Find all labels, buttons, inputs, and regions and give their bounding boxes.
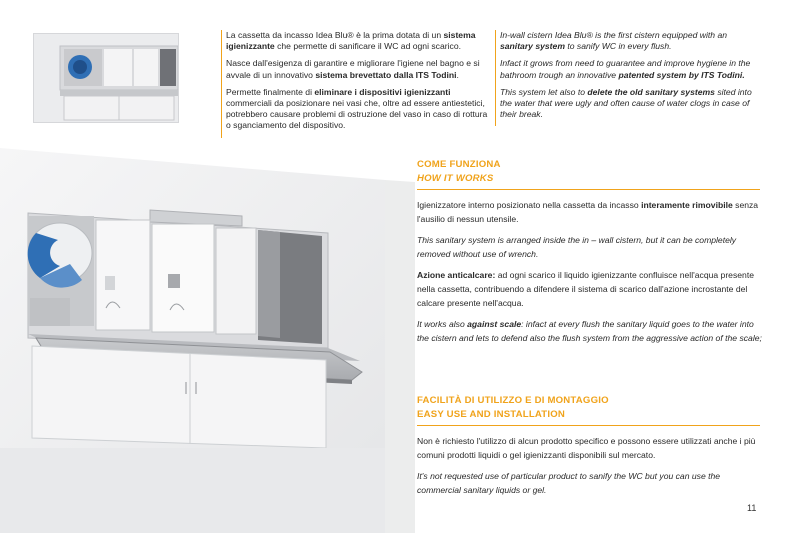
intro-it-paragraph-2: Nasce dall'esigenza di garantire e migliorare l'igiene nel bagno e si avvale di un innovativo sistema brevettato dalla ITS Todini. <box>226 58 480 80</box>
how-it-works-paragraph-2: This sanitary system is arranged inside the in – wall cistern, but it can be completely removed without use of wrench. <box>417 235 737 259</box>
cistern-hero-illustration <box>0 148 415 533</box>
easy-use-heading-en: EASY USE AND INSTALLATION <box>417 409 566 420</box>
easy-use-heading-it: FACILITÀ DI UTILIZZO E DI MONTAGGIO <box>417 395 609 406</box>
how-it-works-heading-it: COME FUNZIONA <box>417 159 501 170</box>
how-it-works-paragraph-3: Azione anticalcare: ad ogni scarico il liquido igienizzante confluisce nell'acqua presente nella cassetta, contribuendo a difendere il sistema di scarico dall'azione incrostante del calcare presente nell'acqua. <box>417 270 754 308</box>
section-divider <box>417 425 760 426</box>
cistern-thumbnail-illustration <box>34 34 179 123</box>
how-it-works-paragraph-4: It works also against scale: infact at every flush the sanitary liquid goes to the water into the cistern and lets to defend also the flush system from the aggressive action of the scale; <box>417 319 762 343</box>
easy-use-paragraph-2: It's not requested use of particular product to sanify the WC but you can use the commercial sanitary liquids or gel. <box>417 471 721 495</box>
intro-en-paragraph-2: Infact it grows from need to guarantee and improve hygiene in the bathroom trough an innovative patented system by ITS Todini. <box>500 58 751 80</box>
how-it-works-heading-en: HOW IT WORKS <box>417 173 494 184</box>
easy-use-section <box>417 394 762 505</box>
how-it-works-paragraph-1: Igienizzatore interno posizionato nella cassetta da incasso interamente rimovibile senza l'ausilio di nessun utensile. <box>417 200 759 224</box>
intro-english <box>495 30 757 126</box>
intro-en-paragraph-1: In-wall cistern Idea Blu® is the first cistern equipped with an sanitary system to sanify WC in every flush. <box>500 30 728 52</box>
product-thumbnail <box>33 33 179 123</box>
intro-en-paragraph-3: This system let also to delete the old sanitary systems sited into the water that were ugly and often cause of water clogs in case of their break. <box>500 86 752 120</box>
intro-it-paragraph-1: La cassetta da incasso Idea Blu® è la prima dotata di un sistema igienizzante che permette di sanificare il WC ad ogni scarico. <box>226 30 476 52</box>
easy-use-paragraph-1: Non è richiesto l'utilizzo di alcun prodotto specifico e possono essere utilizzati anche i più comuni prodotti liquidi o gel igienizzanti disponibili sul mercato. <box>417 436 756 460</box>
intro-italian <box>221 30 493 138</box>
intro-it-paragraph-3: Permette finalmente di eliminare i dispositivi igienizzanti commerciali da posizionare nei vasi che, oltre ad essere antiestetici, potrebbero causare problemi di ostruzione del vaso in caso di rottura o sganciamento del dispositivo. <box>226 86 488 131</box>
page-number: 11 <box>747 503 757 513</box>
open-cistern-illustration <box>0 148 415 533</box>
section-divider <box>417 189 760 190</box>
how-it-works-section <box>417 158 762 353</box>
